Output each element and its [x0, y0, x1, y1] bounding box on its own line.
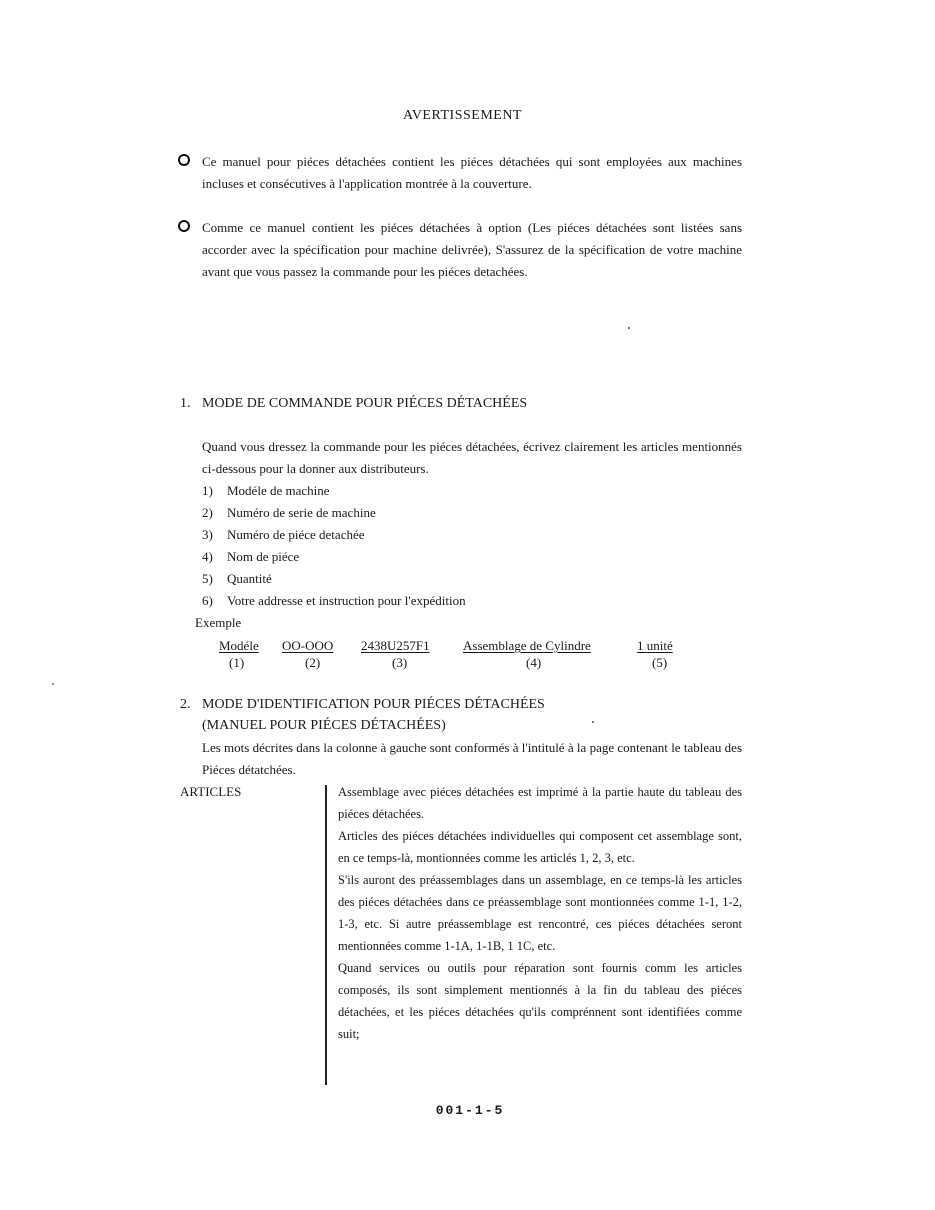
example-part-name: Assemblage de Cylindre — [463, 638, 591, 653]
section-title: MODE DE COMMANDE POUR PIÉCES DÉTACHÉES — [202, 396, 528, 411]
example-values-row — [0, 638, 935, 654]
example-serial: OO-OOO — [282, 638, 334, 653]
example-index: (5) — [652, 655, 668, 670]
order-items-list — [202, 480, 742, 612]
notice-paragraph: Comme ce manuel contient les piéces détachées à option (Les piéces détachées sont listées sans accorder avec la spécification pour machine delivrée), S'assurez de la spécification de votre machine avant que vous passez la commande pour les piéces detachées. — [202, 220, 742, 279]
list-item: 6) Votre addresse et instruction pour l'expédition — [202, 593, 466, 608]
example-index: (2) — [305, 655, 321, 670]
scan-speck — [592, 721, 594, 723]
example-index: (4) — [526, 655, 542, 670]
list-item: 1) Modéle de machine — [202, 483, 330, 498]
section-2-intro: Les mots décrites dans la colonne à gauche sont conformés à l'intitulé à la page contenant le tableau des Piéces détatchées. — [202, 740, 742, 777]
articles-description — [338, 781, 742, 1045]
example-part-number: 2438U257F1 — [361, 638, 430, 653]
bullet-circle-icon — [178, 154, 192, 168]
bullet-circle-icon — [178, 220, 192, 234]
section-2-heading — [180, 694, 545, 716]
example-index: (1) — [229, 655, 245, 670]
example-index: (3) — [392, 655, 408, 670]
section-1-heading — [180, 393, 527, 415]
list-item: 3) Numéro de piéce detachée — [202, 527, 365, 542]
scan-speck — [52, 683, 54, 685]
example-index-row — [0, 655, 935, 671]
articles-paragraph: Quand services ou outils pour réparation sont fournis comm les articles composés, ils sont simplement mentionnés à la fin du tableau des piéces détachées, et les piéces détachées qu'ils comprénnent sont identifiées comme suit; — [338, 961, 742, 1041]
example-label: Exemple — [195, 615, 242, 630]
notice-paragraph: Ce manuel pour piéces détachées contient les piéces détachées qui sont employées aux machines incluses et consécutives à l'application montrée à la couverture. — [202, 154, 742, 191]
section-number: 1. — [180, 396, 191, 411]
articles-label: ARTICLES — [180, 784, 242, 799]
section-1-intro: Quand vous dressez la commande pour les piéces détachées, écrivez clairement les articles mentionnés ci-dessous pour la donner aux distributeurs. — [202, 439, 742, 476]
scan-speck — [628, 327, 630, 329]
list-item: 5) Quantité — [202, 571, 272, 586]
articles-paragraph: S'ils auront des préassemblages dans un assemblage, en ce temps-là les articles des piéces détachées dans ce préassemblage sont montionnées comme 1-1, 1-2, 1-3, etc. Si autre préassemblage est rencontré, ces piéces détachées seront mentionnées comme 1-1A, 1-1B, 1 1C, etc. — [338, 873, 742, 953]
page-number: 001-1-5 — [435, 1103, 505, 1118]
column-divider — [325, 785, 327, 1085]
section-2-subheading: (MANUEL POUR PIÉCES DÉTACHÉES) — [202, 718, 446, 733]
articles-paragraph: Assemblage avec piéces détachées est imprimé à la partie haute du tableau des piéces détachées. — [338, 785, 742, 821]
example-quantity: 1 unité — [637, 638, 673, 653]
section-number: 2. — [180, 697, 191, 712]
articles-paragraph: Articles des piéces détachées individuelles qui composent cet assemblage sont, en ce temps-là, montionnées comme les articlés 1, 2, 3, etc. — [338, 829, 742, 865]
list-item: 4) Nom de piéce — [202, 549, 300, 564]
section-title: MODE D'IDENTIFICATION POUR PIÉCES DÉTACHÉES — [202, 697, 545, 712]
example-model: Modéle — [219, 638, 259, 653]
page-title: AVERTISSEMENT — [403, 108, 522, 123]
list-item: 2) Numéro de serie de machine — [202, 505, 376, 520]
